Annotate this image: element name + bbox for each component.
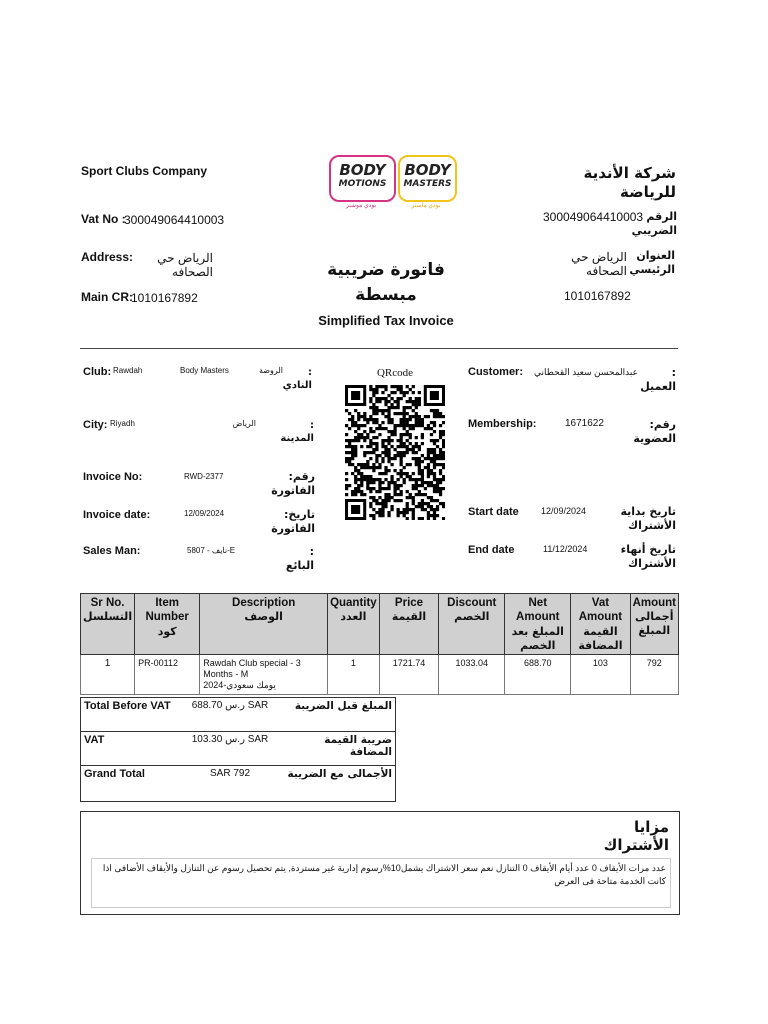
body-masters-logo: BODY MASTERS [398,155,457,202]
address-value: الرياض حي الصحافه [157,251,213,279]
membership-label: Membership: [468,418,537,430]
start-date-label-ar: تاريخ بداية الأشتراك [620,505,676,532]
vat-total-label-ar: ضريبة القيمة المضافة [283,732,396,766]
vat-label-ar: الرقم الضريبي [631,210,677,237]
invoice-date-label: Invoice date: [83,509,151,521]
salesman-label: Sales Man: [83,545,141,557]
grand-total-row [81,766,396,802]
cell-net-amount: 688.70 [505,655,571,695]
invoice-date-value: 12/09/2024 [184,509,225,518]
col-vat-amount: Vat Amount القيمة المضافة [571,594,630,655]
vat-value: 300049064410003 [124,213,225,227]
body-masters-logo-sub: بودي ماستر [411,203,441,209]
start-date-label: Start date [468,506,519,518]
items-header-row [81,594,679,655]
end-date-label: End date [468,544,515,556]
invoice-date-label-ar: تاريخ: الفاتورة [271,508,315,535]
end-date-label-ar: تاريخ أنهاء الأشتراك [620,543,676,570]
cell-price: 1721.74 [379,655,439,695]
header-divider [80,348,678,349]
company-name-ar: شركة الأندية للرياضة [583,164,676,201]
salesman-value: 5807 - نايف-E [187,546,236,555]
company-name-en: Sport Clubs Company [81,164,208,178]
cell-vat-amount: 103 [571,655,630,695]
cell-discount: 1033.04 [439,655,505,695]
col-description: Description الوصف [200,594,328,655]
membership-value: 1671622 [565,418,604,429]
vat-total-value: 103.30 ر.س SAR [177,732,283,766]
total-before-vat-label: Total Before VAT [81,698,178,732]
advantages-title: مزايا الأشتراك [603,818,669,854]
cell-amount: 792 [630,655,678,695]
customer-value: عبدالمحسن سعيد القحطاني [533,367,638,377]
city-label: City: [83,419,108,431]
start-date-value: 12/09/2024 [541,506,587,516]
city-en: Riyadh [110,419,135,428]
club-ar: الروضة [258,366,283,375]
city-ar: الرياض [232,419,256,428]
invoice-no-value: RWD-2377 [184,472,224,481]
totals-table [80,697,396,802]
grand-total-value: SAR 792 [177,766,283,802]
total-before-vat-value: 688.70 ر.س SAR [177,698,283,732]
cell-description: Rawdah Club special - 3 Months - M يومك سعودي-2024 [200,655,328,695]
col-amount: Amount أجمالى المبلغ [630,594,678,655]
title-en: Simplified Tax Invoice [318,313,454,328]
customer-label-ar: : العميل [640,366,676,393]
title-ar: فاتورة ضريبية مبسطة [327,260,445,305]
col-quantity: Quantity العدد [328,594,380,655]
vat-row [81,732,396,766]
cell-quantity: 1 [328,655,380,695]
club-label: Club: [83,366,112,378]
advantages-text: عدد مرات الأيقاف 0 عدد أيام الأيقاف 0 التنازل نعم سعر الاشتراك يشمل10%رسوم إدارية غير مستردة, يتم تحصيل رسوم عن التنازل والأيقاف الأضافى اذا كانت الخدمة متاحة فى العرض [102,863,666,886]
membership-label-ar: رقم: العضوية [633,418,676,445]
city-label-ar: : المدينة [280,420,314,444]
address-label-ar: العنوان الرئيسي [629,249,675,276]
address-label: Address: [81,250,134,264]
col-net-amount: Net Amount المبلغ بعد الخصم [505,594,571,655]
cell-item-number: PR-00112 [135,655,200,695]
qr-code [345,385,445,520]
grand-total-label-ar: الأجمالى مع الضريبة [283,766,396,802]
invoice-no-label: Invoice No: [83,471,143,483]
cr-value-right: 1010167892 [564,289,631,303]
col-discount: Discount الخصم [439,594,505,655]
customer-label: Customer: [468,366,524,378]
vat-label: Vat No : [81,212,126,226]
col-item-number: Item Number كود [135,594,200,655]
total-before-vat-label-ar: المبلغ قبل الضريبة [283,698,396,732]
club-brand: Body Masters [180,366,229,375]
col-price: Price القيمة [379,594,439,655]
table-row [81,655,679,695]
address-value-right: الرياض حي الصحافه [571,250,627,278]
cr-label: Main CR: [81,290,133,304]
qr-label: QRcode [376,367,414,379]
vat-value-right: 300049064410003 [543,210,644,224]
body-motions-logo-sub: بودي موشنز [345,203,377,209]
salesman-label-ar: : البائع [285,545,314,572]
total-before-vat-row [81,698,396,732]
col-sr: Sr No. التسلسل [81,594,135,655]
cell-sr: 1 [81,655,135,695]
items-table [80,593,679,695]
body-motions-logo: BODY MOTIONS [329,155,396,202]
club-label-ar: : النادي [282,367,312,391]
cr-value: 1010167892 [131,291,198,305]
advantages-box [80,811,680,915]
vat-total-label: VAT [81,732,178,766]
advantages-text-box [91,858,671,908]
end-date-value: 11/12/2024 [543,544,588,554]
grand-total-label: Grand Total [81,766,178,802]
club-en: Rawdah [113,366,143,375]
invoice-no-label-ar: رقم: الفاتورة [271,470,315,497]
